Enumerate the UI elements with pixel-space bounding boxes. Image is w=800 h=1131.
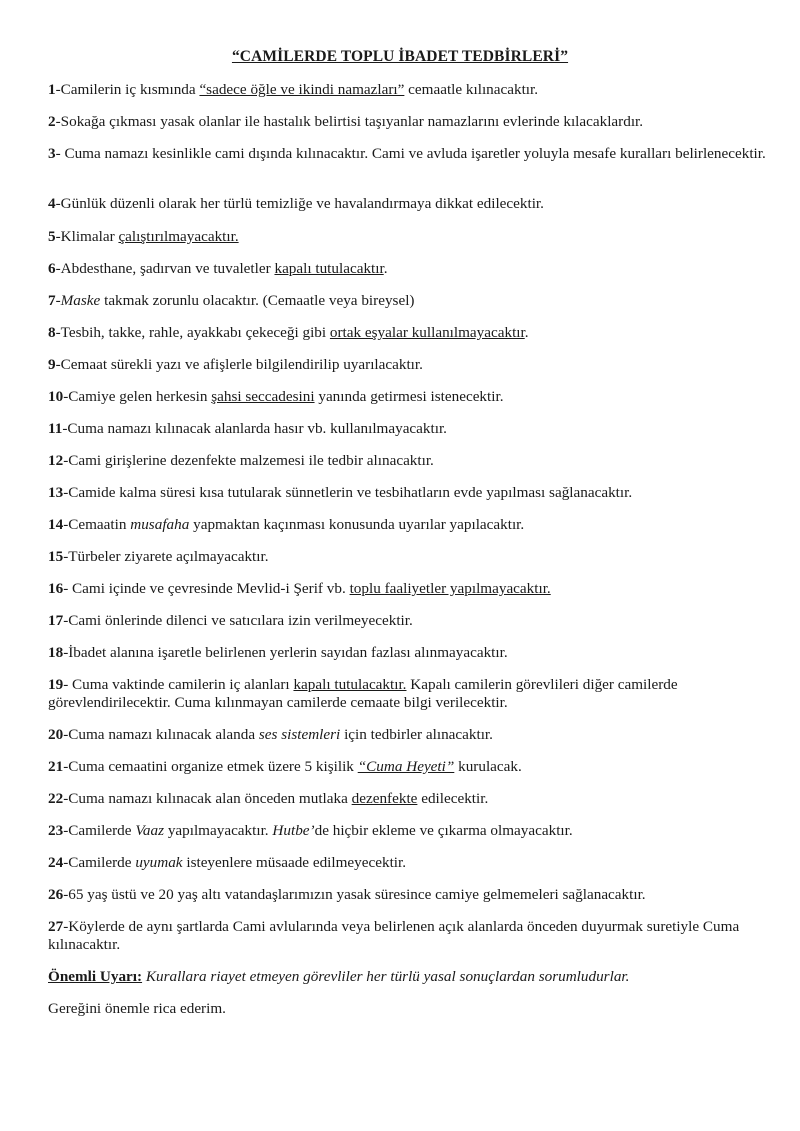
- item-number: 4: [48, 195, 56, 212]
- item-number: 7: [48, 292, 56, 309]
- list-item: 1-Camilerin iç kısmında “sadece öğle ve ikindi namazları” cemaatle kılınacaktır.: [48, 81, 539, 98]
- list-item: 11-Cuma namazı kılınacak alanlarda hasır vb. kullanılmayacaktır.: [48, 420, 447, 437]
- item-number: 5: [48, 228, 56, 245]
- list-item: 23-Camilerde Vaaz yapılmayacaktır. Hutbe’de hiçbir ekleme ve çıkarma olmayacaktır.: [48, 822, 573, 839]
- list-item: 2-Sokağa çıkması yasak olanlar ile hastalık belirtisi taşıyanlar namazlarını evlerinde kılacaklardır.: [48, 113, 644, 130]
- item-number: 9: [48, 356, 56, 373]
- page-title: “CAMİLERDE TOPLU İBADET TEDBİRLERİ”: [231, 48, 569, 65]
- item-number: 24: [48, 854, 64, 871]
- list-item: 18-İbadet alanına işaretle belirlenen yerlerin sayıdan fazlası alınmayacaktır.: [48, 644, 508, 661]
- list-item: 8-Tesbih, takke, rahle, ayakkabı çekeceği gibi ortak eşyalar kullanılmayacaktır.: [48, 324, 529, 341]
- list-item: 27-Köylerde de aynı şartlarda Cami avlularında veya belirlenen açık alanlarda önceden duyurmak suretiyle Cuma kılınacaktır.: [48, 918, 740, 953]
- item-number: 17: [48, 612, 64, 629]
- item-number: 20: [48, 726, 64, 743]
- list-item: 12-Cami girişlerine dezenfekte malzemesi ile tedbir alınacaktır.: [48, 452, 434, 469]
- list-item: 4-Günlük düzenli olarak her türlü temizliğe ve havalandırmaya dikkat edilecektir.: [48, 195, 544, 212]
- item-number: 16: [48, 580, 64, 597]
- item-number: 10: [48, 388, 64, 405]
- item-number: 23: [48, 822, 64, 839]
- warning-label: Önemli Uyarı:: [48, 968, 143, 985]
- item-number: 11: [48, 420, 63, 437]
- item-number: 2: [48, 113, 56, 130]
- item-number: 18: [48, 644, 64, 661]
- list-item: 24-Camilerde uyumak isteyenlere müsaade edilmeyecektir.: [48, 854, 407, 871]
- list-item: 17-Cami önlerinde dilenci ve satıcılara izin verilmeyecektir.: [48, 612, 413, 629]
- list-item: 3- Cuma namazı kesinlikle cami dışında kılınacaktır. Cami ve avluda işaretler yoluyla mesafe kuralları belirlenecektir.: [48, 145, 766, 162]
- list-item: 16- Cami içinde ve çevresinde Mevlid-i Şerif vb. toplu faaliyetler yapılmayacaktır.: [48, 580, 551, 597]
- item-number: 1: [48, 81, 56, 98]
- item-number: 3: [48, 145, 56, 162]
- item-number: 21: [48, 758, 64, 775]
- item-number: 14: [48, 516, 64, 533]
- list-item: 15-Türbeler ziyarete açılmayacaktır.: [48, 548, 269, 565]
- item-number: 19: [48, 676, 64, 693]
- list-item: 10-Camiye gelen herkesin şahsi seccadesini yanında getirmesi istenecektir.: [48, 388, 504, 405]
- item-number: 27: [48, 918, 64, 935]
- list-item: 22-Cuma namazı kılınacak alan önceden mutlaka dezenfekte edilecektir.: [48, 790, 489, 807]
- list-item: 5-Klimalar çalıştırılmayacaktır.: [48, 228, 239, 245]
- item-number: 6: [48, 260, 56, 277]
- list-item: 20-Cuma namazı kılınacak alanda ses sistemleri için tedbirler alınacaktır.: [48, 726, 493, 743]
- item-number: 13: [48, 484, 64, 501]
- warning-note: [48, 968, 768, 986]
- closing-line: Gereğini önemle rica ederim.: [48, 1000, 226, 1017]
- list-item: 6-Abdesthane, şadırvan ve tuvaletler kapalı tutulacaktır.: [48, 260, 388, 277]
- list-item: 26-65 yaş üstü ve 20 yaş altı vatandaşlarımızın yasak süresince camiye gelmemeleri sağlanacaktır.: [48, 886, 646, 903]
- list-item: 7-Maske takmak zorunlu olacaktır. (Cemaatle veya bireysel): [48, 292, 415, 309]
- list-item: 19- Cuma vaktinde camilerin iç alanları kapalı tutulacaktır. Kapalı camilerin görevlileri diğer camilerde görevlendirilecektir. Cuma kılınmayan camilerde cemaate bilgi verilecektir.: [48, 676, 678, 711]
- item-number: 26: [48, 886, 64, 903]
- list-item: 21-Cuma cemaatini organize etmek üzere 5 kişilik “Cuma Heyeti” kurulacak.: [48, 758, 522, 775]
- item-number: 12: [48, 452, 64, 469]
- warning-text: Kurallara riayet etmeyen görevliler her türlü yasal sonuçlardan sorumludurlar.: [142, 968, 630, 985]
- list-item: 9-Cemaat sürekli yazı ve afişlerle bilgilendirilip uyarılacaktır.: [48, 356, 423, 373]
- item-number: 22: [48, 790, 64, 807]
- list-item: 13-Camide kalma süresi kısa tutularak sünnetlerin ve tesbihatların evde yapılması sağlanacaktır.: [48, 484, 633, 501]
- item-number: 8: [48, 324, 56, 341]
- item-number: 15: [48, 548, 64, 565]
- list-item: 14-Cemaatin musafaha yapmaktan kaçınması konusunda uyarılar yapılacaktır.: [48, 516, 525, 533]
